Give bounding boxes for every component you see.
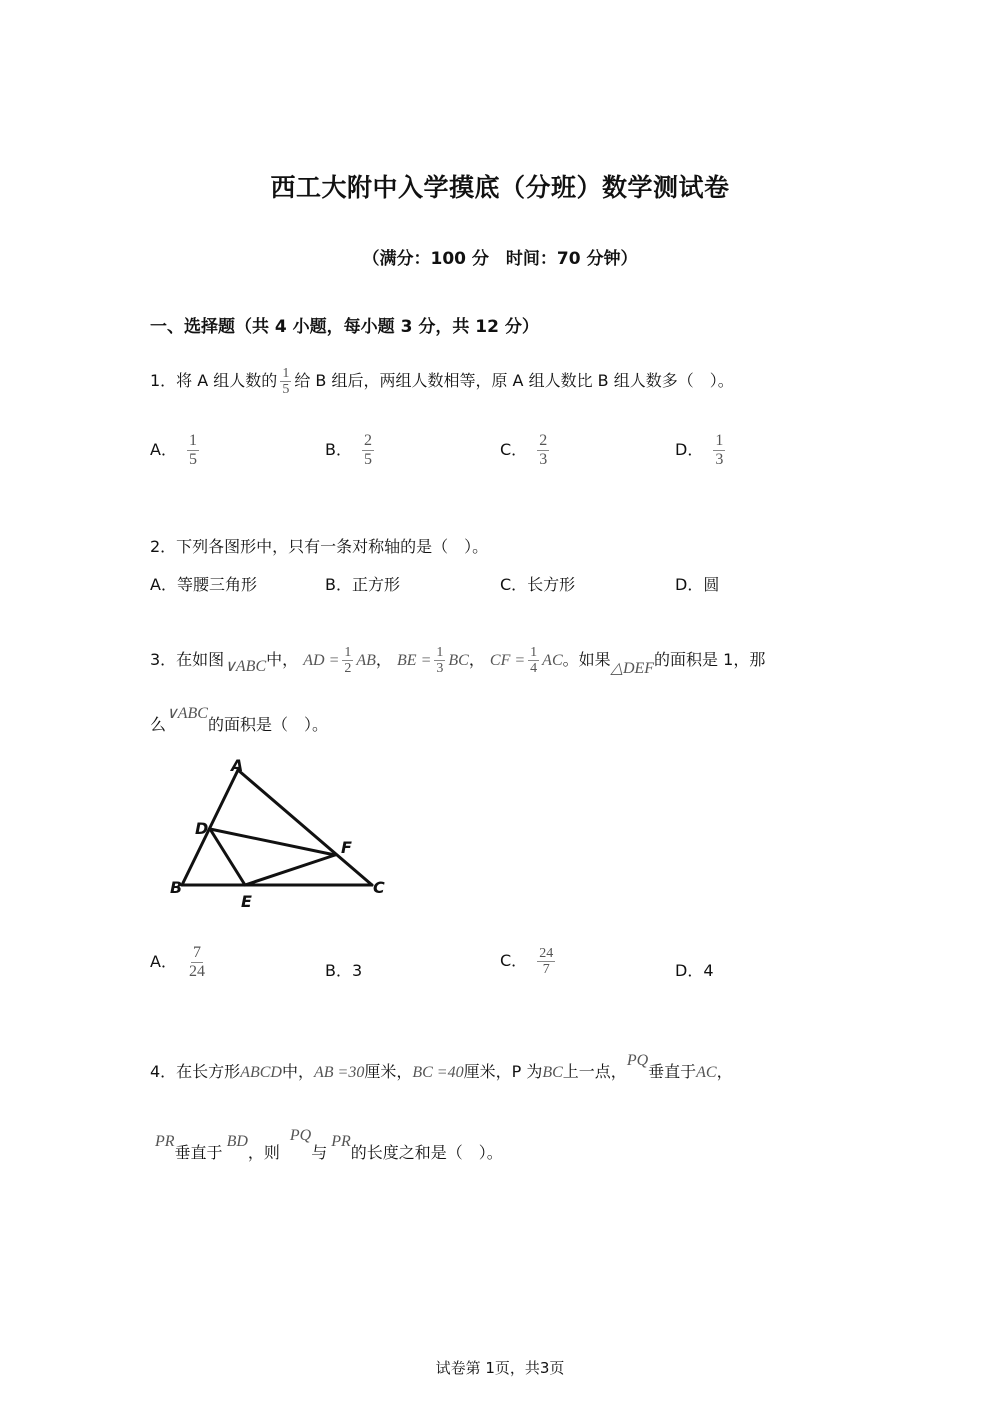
segment-de (210, 829, 245, 885)
side-ab (182, 770, 238, 885)
q2-option-c[interactable]: C．长方形 (500, 575, 576, 594)
q1-text-post: 给 B 组后，两组人数相等，原 A 组人数比 B 组人数多（ ）。 (294, 371, 734, 390)
label-d: D (195, 819, 209, 838)
q1-text-pre: 1．将 A 组人数的 (150, 371, 278, 390)
section-heading: 一、选择题（共 4 小题，每小题 3 分，共 12 分） (150, 317, 539, 337)
q3-option-d[interactable]: D．4 (675, 961, 714, 980)
page-footer: 试卷第 1页，共3页 (435, 1359, 565, 1377)
segment-df (210, 829, 335, 855)
q1-option-d[interactable]: D． $\frac{1}{3}$ (675, 432, 724, 468)
question-4-line-1: 4．在长方形ABCD中，AB =30厘米，BC =40厘米，P 为BC上一点，PQ垂直于AC， (150, 1052, 733, 1081)
label-e: E (241, 892, 252, 911)
q2-option-b[interactable]: B．正方形 (325, 575, 400, 594)
q2-option-d[interactable]: D．圆 (675, 575, 720, 594)
q1-fraction: $\frac{1}{5}$ (282, 366, 290, 397)
label-c: C (373, 878, 385, 897)
label-b: B (170, 878, 183, 897)
label-a: A (231, 756, 244, 775)
page-title: 西工大附中入学摸底（分班）数学测试卷 (270, 173, 730, 202)
label-f: F (341, 838, 352, 857)
q3-option-a[interactable]: A． $\frac{7}{24}$ (150, 944, 205, 980)
triangle-figure (165, 752, 405, 912)
question-1 (150, 366, 734, 397)
exam-info: （满分：100 分 时间：70 分钟） (362, 249, 638, 269)
q1-option-b[interactable]: B． $\frac{2}{5}$ (325, 432, 372, 468)
segment-ef (245, 855, 335, 885)
question-4-line-2: PR垂直于BD，则PQ与PR的长度之和是（ ）。 (155, 1127, 503, 1162)
question-2: 2．下列各图形中，只有一条对称轴的是（ ）。 (150, 537, 489, 556)
q3-option-b[interactable]: B．3 (325, 961, 363, 980)
q1-option-a[interactable]: A． $\frac{1}{5}$ (150, 432, 197, 468)
q3-option-c[interactable]: C． $\frac{24}{7}$ (500, 946, 554, 977)
question-3-line-2: 么∨ABC的面积是（ ）。 (150, 705, 328, 734)
side-ac (238, 770, 372, 885)
q1-option-c[interactable]: C． $\frac{2}{3}$ (500, 432, 548, 468)
question-3-line-1: 3．在如图∨ABC中， AD = $\frac{1}{2}$ AB， BE = $\frac{1}{3}$ BC， CF = $\frac{1}{4}$ AC。如果△DEF的面积是 1，那 (150, 645, 766, 677)
q2-option-a[interactable]: A．等腰三角形 (150, 575, 257, 594)
